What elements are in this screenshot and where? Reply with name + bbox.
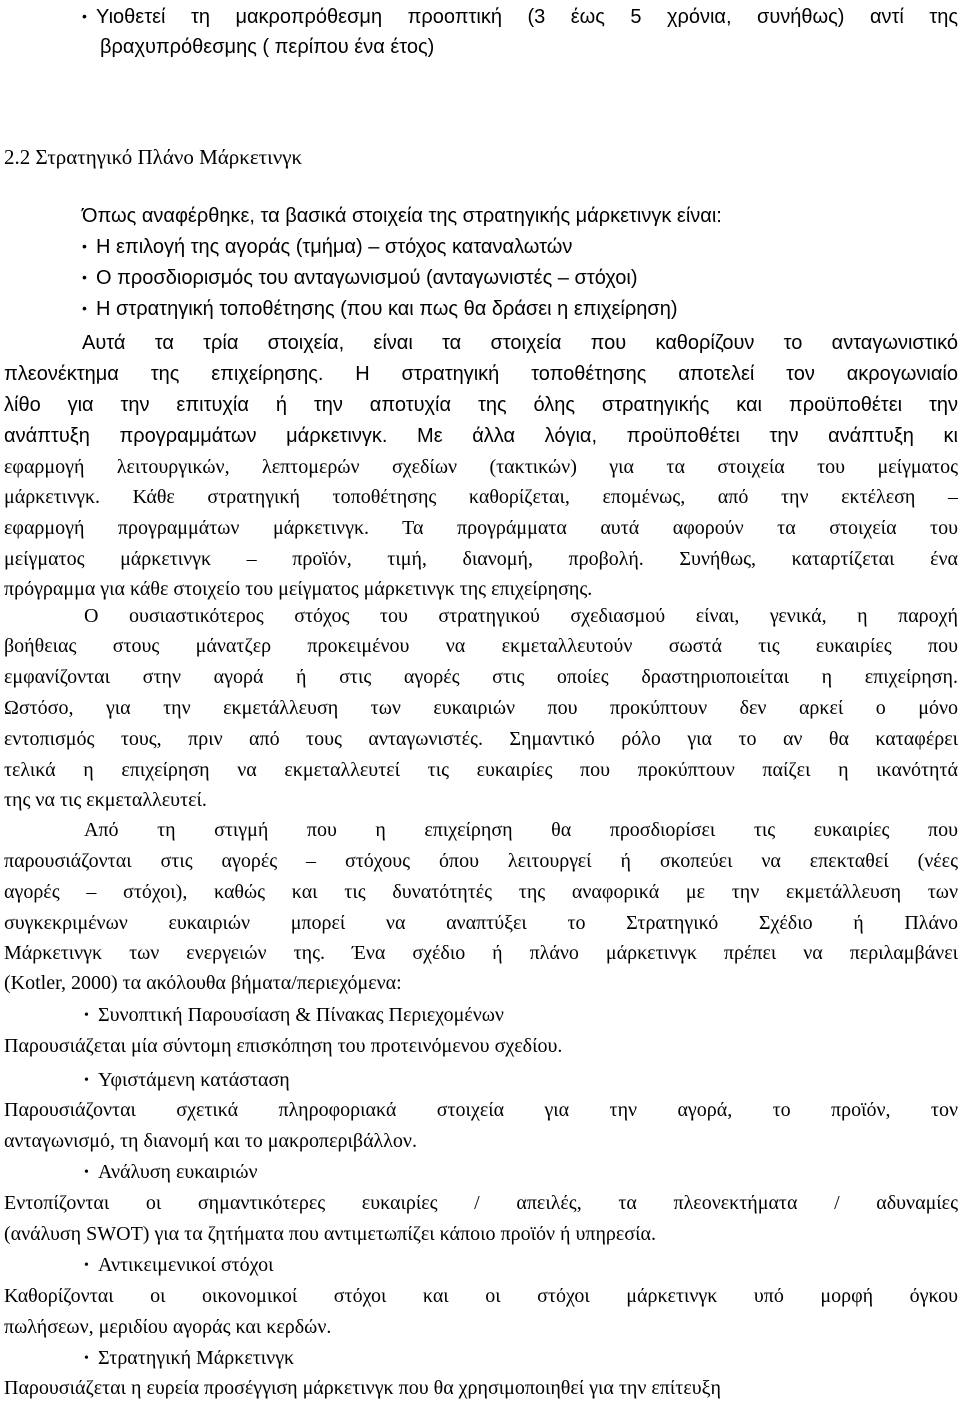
line-text: Στρατηγική Μάρκετινγκ: [98, 1347, 295, 1369]
line-text: αγορές – στόχοι), καθώς και τις δυνατότητές της αναφορικά με την εκμετάλλευση των: [4, 881, 958, 903]
line-text: μάρκετινγκ. Κάθε στρατηγική τοποθέτησης καθορίζεται, επομένως, από την εκτέλεση –: [4, 486, 958, 508]
bullet-icon: •: [84, 1008, 89, 1023]
list-item: [4, 999, 958, 1032]
line-text: Μάρκετινγκ των ενεργειών της. Ένα σχέδιο ή πλάνο μάρκετινγκ πρέπει να περιλαμβάνει: [4, 942, 958, 964]
list-item: [4, 292, 958, 325]
line-text: Από τη στιγμή που η επιχείρηση θα προσδιορίσει τις ευκαιρίες που: [84, 819, 958, 841]
text-line: [4, 1280, 958, 1313]
text-line: [4, 784, 958, 817]
bullet-icon: •: [84, 1351, 89, 1366]
text-line: [4, 661, 958, 694]
line-text: Ωστόσο, για την εκμετάλλευση των ευκαιριών που προκύπτουν δεν αρκεί ο μόνο: [4, 697, 958, 719]
text-line: [4, 358, 958, 391]
bullet-icon: •: [82, 269, 87, 285]
bullet-icon: •: [82, 8, 87, 24]
text-line: [4, 1218, 958, 1251]
list-item: [4, 1156, 958, 1189]
text-line: [4, 327, 958, 360]
line-text: λίθο για την επιτυχία ή την αποτυχία της όλης στρατηγικής και προϋποθέτει την: [4, 394, 958, 416]
bullet-icon: •: [84, 1073, 89, 1088]
line-text: Υιοθετεί τη μακροπρόθεσμη προοπτική (3 έως 5 χρόνια, συνήθως) αντί της: [96, 6, 958, 28]
line-text: Ανάλυση ευκαιριών: [98, 1161, 258, 1183]
line-text: πλεονέκτημα της επιχείρησης. Η στρατηγική τοποθέτησης αποτελεί τον ακρογωνιαίο: [4, 363, 958, 385]
line-text: Υφιστάμενη κατάσταση: [98, 1069, 290, 1091]
list-item: [4, 261, 958, 294]
text-line: [4, 451, 958, 484]
line-text: συγκεκριμένων ευκαιριών μπορεί να αναπτύξει το Στρατηγικό Σχέδιο ή Πλάνο: [4, 912, 958, 934]
line-text: Παρουσιάζονται σχετικά πληροφοριακά στοιχεία για την αγορά, το προϊόν, τον: [4, 1099, 958, 1121]
line-text: Καθορίζονται οι οικονομικοί στόχοι και οι στόχοι μάρκετινγκ υπό μορφή όγκου: [4, 1285, 958, 1307]
line-text: Αυτά τα τρία στοιχεία, είναι τα στοιχεία που καθορίζουν το ανταγωνιστικό: [82, 332, 958, 354]
bullet-icon: •: [84, 1258, 89, 1273]
line-text: Η επιλογή της αγοράς (τμήμα) – στόχος καταναλωτών: [96, 236, 573, 258]
line-text: ανάπτυξη προγραμμάτων μάρκετινγκ. Με άλλα λόγια, προϋποθέτει την ανάπτυξη κι: [4, 425, 958, 447]
heading-text: 2.2 Στρατηγικό Πλάνο Μάρκετινγκ: [4, 145, 303, 169]
text-line: [4, 1030, 958, 1063]
list-item: [4, 1342, 958, 1375]
line-text: βραχυπρόθεσμης ( περίπου ένα έτος): [100, 36, 435, 58]
text-line: [4, 754, 958, 787]
text-line: [4, 0, 958, 33]
text-line: [4, 512, 958, 545]
text-line: [4, 967, 958, 1000]
text-line: [4, 876, 958, 909]
line-text: Η στρατηγική τοποθέτησης (που και πως θα δράσει η επιχείρηση): [96, 298, 678, 320]
line-text: Αντικειμενικοί στόχοι: [98, 1254, 274, 1276]
line-text: πωλήσεων, μεριδίου αγοράς και κερδών.: [4, 1316, 332, 1338]
text-line: [4, 1187, 958, 1220]
list-item: [4, 1249, 958, 1282]
text-line: [4, 1311, 958, 1344]
line-text: πρόγραμμα για κάθε στοιχείο του μείγματος μάρκετινγκ της επιχείρησης.: [4, 578, 593, 600]
text-line: [4, 692, 958, 725]
line-text: Ο ουσιαστικότερος στόχος του στρατηγικού σχεδιασμού είναι, γενικά, η παροχή: [84, 605, 958, 627]
line-text: Ο προσδιορισμός του ανταγωνισμού (ανταγωνιστές – στόχοι): [96, 267, 638, 289]
line-text: Παρουσιάζεται η ευρεία προσέγγιση μάρκετινγκ που θα χρησιμοποιηθεί για την επίτευξη: [4, 1377, 721, 1399]
line-text: μείγματος μάρκετινγκ – προϊόν, τιμή, διανομή, προβολή. Συνήθως, καταρτίζεται ένα: [4, 548, 958, 570]
text-line: [4, 481, 958, 514]
line-text: της να τις εκμεταλλευτεί.: [4, 789, 207, 811]
text-line: [4, 1372, 958, 1405]
line-text: εφαρμογή προγραμμάτων μάρκετινγκ. Τα προγράμματα αυτά αφορούν τα στοιχεία του: [4, 517, 958, 539]
text-line: [4, 630, 958, 663]
text-line: [4, 200, 958, 233]
list-item: [4, 230, 958, 263]
line-text: Συνοπτική Παρουσίαση & Πίνακας Περιεχομένων: [98, 1004, 504, 1026]
text-line: [4, 600, 958, 633]
line-text: Παρουσιάζεται μία σύντομη επισκόπηση του προτεινόμενου σχεδίου.: [4, 1035, 563, 1057]
line-text: (ανάλυση SWOT) για τα ζητήματα που αντιμετωπίζει κάποιο προϊόν ή υπηρεσία.: [4, 1223, 656, 1245]
text-line: [4, 420, 958, 453]
text-line: [4, 907, 958, 940]
line-text: παρουσιάζονται στις αγορές – στόχους όπου λειτουργεί ή σκοπεύει να επεκταθεί (νέες: [4, 850, 958, 872]
line-text: εφαρμογή λειτουργικών, λεπτομερών σχεδίων (τακτικών) για τα στοιχεία του μείγματος: [4, 456, 958, 478]
bullet-icon: •: [84, 1165, 89, 1180]
line-text: τελικά η επιχείρηση να εκμεταλλευτεί τις ευκαιρίες που προκύπτουν παίζει η ικανότητά: [4, 759, 958, 781]
line-text: εμφανίζονται στην αγορά ή στις αγορές στις οποίες δραστηριοποιείται η επιχείρηση.: [4, 666, 958, 688]
list-item: [4, 1064, 958, 1097]
text-line: [4, 389, 958, 422]
text-line: [4, 723, 958, 756]
text-line: [4, 31, 958, 64]
line-text: ανταγωνισμό, τη διανομή και το μακροπεριβάλλον.: [4, 1130, 417, 1152]
text-line: [4, 1094, 958, 1127]
bullet-icon: •: [82, 300, 87, 316]
text-line: [4, 1125, 958, 1158]
line-text: Όπως αναφέρθηκε, τα βασικά στοιχεία της στρατηγικής μάρκετινγκ είναι:: [82, 205, 722, 227]
bullet-icon: •: [82, 238, 87, 254]
text-line: [4, 814, 958, 847]
line-text: (Kotler, 2000) τα ακόλουθα βήματα/περιεχόμενα:: [4, 972, 402, 994]
line-text: εντοπισμός τους, πριν από τους ανταγωνιστές. Σημαντικό ρόλο για το αν θα καταφέρει: [4, 728, 958, 750]
section-heading: [4, 141, 958, 174]
text-line: [4, 937, 958, 970]
line-text: βοήθειας στους μάνατζερ προκειμένου να εκμεταλλευτούν σωστά τις ευκαιρίες που: [4, 635, 958, 657]
line-text: Εντοπίζονται οι σημαντικότερες ευκαιρίες / απειλές, τα πλεονεκτήματα / αδυναμίες: [4, 1192, 958, 1214]
text-line: [4, 543, 958, 576]
text-line: [4, 845, 958, 878]
